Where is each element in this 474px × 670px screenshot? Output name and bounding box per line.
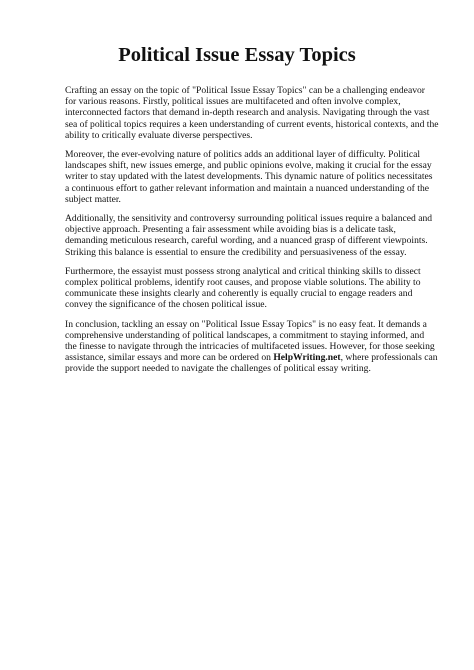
text-line: complex political problems, identify root causes, and propose viable solutions. The ability to (65, 277, 421, 289)
helpwriting-link[interactable]: HelpWriting.net (273, 352, 341, 364)
paragraph-additionally (65, 213, 433, 258)
text-line: In conclusion, tackling an essay on "Political Issue Essay Topics" is no easy feat. It demands a (65, 318, 427, 330)
text-line: the finesse to navigate through the intricacies of multifaceted issues. However, for those seeking (65, 341, 435, 353)
text-line: Furthermore, the essayist must possess strong analytical and critical thinking skills to dissect (65, 265, 421, 277)
text-line: Additionally, the sensitivity and controversy surrounding political issues require a balanced and (65, 213, 433, 225)
text-line: comprehensive understanding of political landscapes, a commitment to staying informed, and (65, 329, 425, 341)
paragraph-moreover (65, 149, 433, 205)
text-line: provide the support needed to navigate the challenges of political essay writing. (65, 363, 371, 375)
text-line: objective approach. Presenting a fair assessment while avoiding bias is a delicate task, (65, 224, 396, 236)
text-segment: assistance, similar essays and more can be ordered on (65, 352, 274, 364)
text-line: Striking this balance is essential to ensure the credibility and persuasiveness of the essay. (65, 246, 407, 258)
paragraph-intro (65, 85, 439, 141)
text-line: for various reasons. Firstly, political issues are multifaceted and often involve complex, (65, 96, 401, 108)
text-line: subject matter. (65, 193, 121, 205)
text-line: landscapes shift, new issues emerge, and public opinions evolve, making it crucial for the essay (65, 160, 432, 172)
paragraph-conclusion (65, 318, 438, 375)
paragraph-furthermore (65, 265, 421, 311)
text-line: Crafting an essay on the topic of "Political Issue Essay Topics" can be a challenging endeavor (65, 85, 425, 96)
text-line: sea of political topics requires a keen understanding of current events, historical contexts, and the (65, 118, 439, 130)
text-line: communicate these insights clearly and coherently is equally crucial to engage readers and (65, 288, 413, 300)
text-line: demanding meticulous research, careful wording, and a nuanced grasp of different viewpoints. (65, 235, 428, 247)
text-line: writer to stay updated with the latest developments. This dynamic nature of politics necessitates (65, 171, 433, 183)
text-segment: , where professionals can (340, 352, 438, 364)
text-line: a continuous effort to gather relevant information and maintain a nuanced understanding of the (65, 182, 430, 194)
page-title: Political Issue Essay Topics (118, 44, 356, 66)
essay-body (65, 85, 439, 383)
text-line: Moreover, the ever-evolving nature of politics adds an additional layer of difficulty. Political (65, 149, 421, 161)
text-line: ability to critically evaluate diverse perspectives. (65, 129, 253, 141)
text-line (65, 352, 438, 364)
text-line: convey the significance of the chosen political issue. (65, 299, 267, 311)
text-line: interconnected factors that demand in-depth research and analysis. Navigating through the vast (65, 107, 430, 119)
